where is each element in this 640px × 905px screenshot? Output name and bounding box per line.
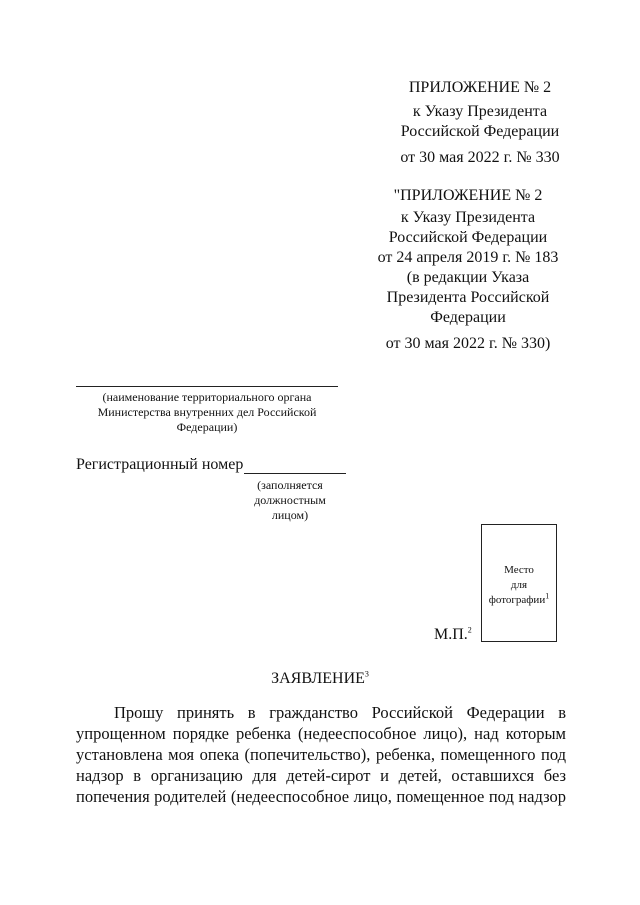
body-line: надзор в организацию для детей-сирот и детей, оставшихся без	[76, 766, 566, 785]
appendix-decree-ref: к Указу Президента	[412, 103, 548, 120]
body-line: упрощенном порядке ребенка (недееспособное лицо), над которым	[76, 724, 566, 743]
photo-placeholder[interactable]: Место для фотографии$^1$	[481, 524, 557, 642]
edition-note: Федерации	[430, 309, 506, 326]
edition-date: от 30 мая 2022 г. № 330)	[385, 335, 551, 352]
edition-note: Президента Российской	[386, 289, 550, 306]
statement-title: ЗАЯВЛЕНИЕ$^3$	[271, 669, 369, 687]
footnote-mark: 2	[467, 625, 472, 635]
appendix-decree-ref: к Указу Президента	[400, 209, 536, 226]
organ-caption: (наименование территориального органа Министерства внутренних дел Российской Федерации)	[97, 390, 317, 434]
stamp-label: М.П.$^2$	[434, 625, 472, 643]
appendix-country: Российской Федерации	[388, 229, 548, 246]
appendix-date: от 30 мая 2022 г. № 330	[400, 149, 560, 166]
appendix-title: ПРИЛОЖЕНИЕ № 2	[408, 79, 552, 96]
registration-note: (заполняется должностным лицом)	[254, 478, 326, 522]
appendix-header-original	[368, 186, 568, 354]
appendix-header-current	[380, 78, 580, 168]
appendix-title-quoted: "ПРИЛОЖЕНИЕ № 2	[393, 187, 543, 204]
edition-note: (в редакции Указа	[406, 269, 530, 286]
body-line: попечения родителей (недееспособное лицо, помещенное под надзор	[76, 787, 566, 806]
footnote-mark: 1	[545, 591, 550, 601]
registration-number-label: Регистрационный номер	[76, 456, 244, 473]
statement-body	[76, 702, 566, 807]
footnote-mark: 3	[364, 669, 369, 679]
body-line: установлена моя опека (попечительство), ребенка, помещенного под	[76, 745, 566, 764]
body-line: Прошу принять в гражданство Российской Федерации в	[114, 703, 566, 722]
organ-name-line	[76, 386, 338, 387]
appendix-country: Российской Федерации	[400, 123, 560, 140]
registration-number-line[interactable]	[244, 473, 346, 474]
appendix-date: от 24 апреля 2019 г. № 183	[377, 249, 559, 266]
